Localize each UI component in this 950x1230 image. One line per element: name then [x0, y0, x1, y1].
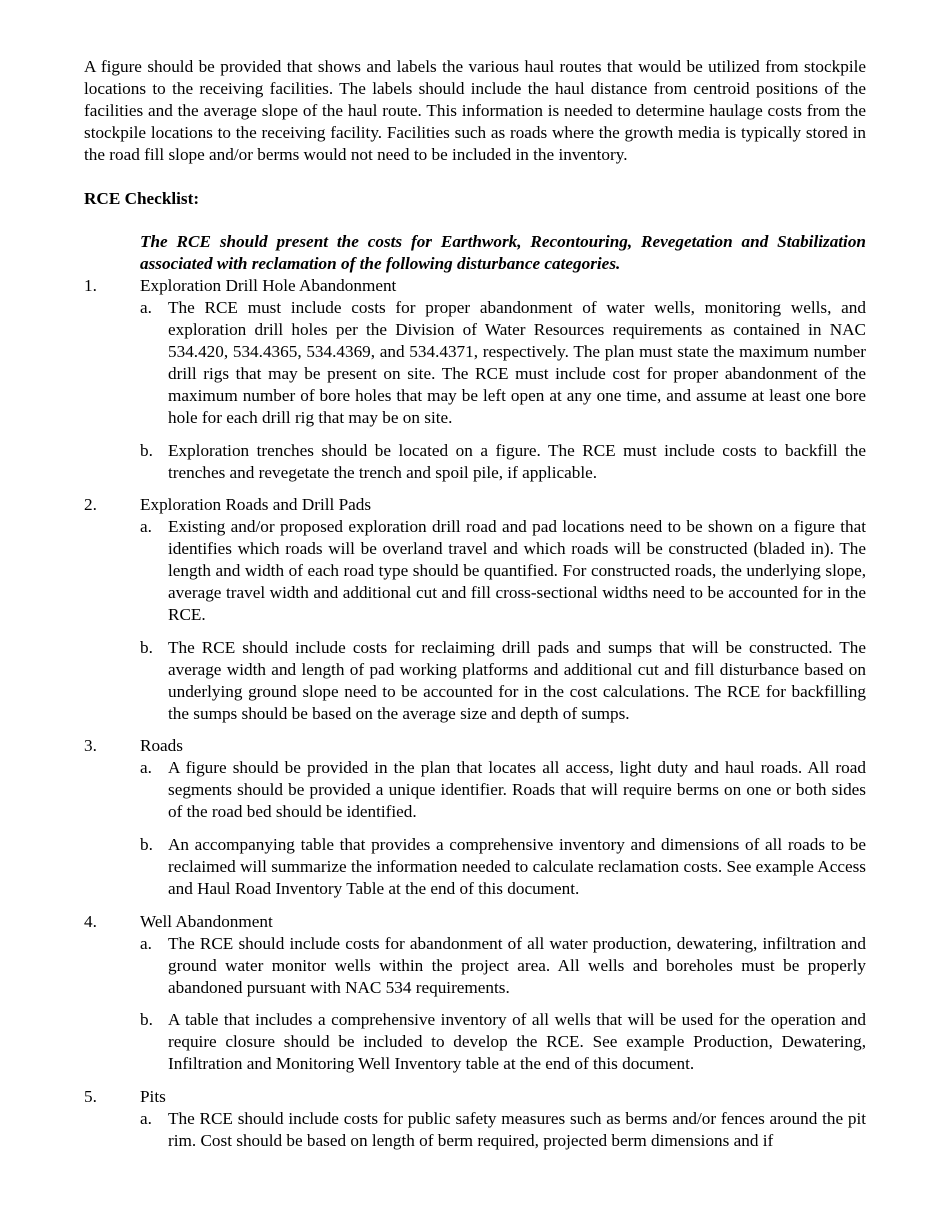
list-item	[84, 933, 866, 999]
item-letter: b.	[140, 1010, 153, 1030]
item-text: The RCE must include costs for proper abandonment of water wells, monitoring wells, and exploration drill holes per the Division of Water Resources requirements as contained in NAC 534.420, 534.4365, 534.4369, and 534.4371, respectively. The plan must state the maximum number drill rigs that may be present on site. The RCE must include cost for proper abandonment of the maximum number of bore holes that may be left open at any one time, and assume at least one bore hole for each drill rig that may be on site.	[168, 298, 866, 427]
item-letter: a.	[140, 758, 152, 778]
list-item	[84, 297, 866, 428]
list-item	[84, 516, 866, 626]
section-title	[84, 1086, 866, 1108]
section-title-text: Pits	[140, 1087, 166, 1107]
item-letter: b.	[140, 637, 153, 657]
intro-paragraph: A figure should be provided that shows and labels the various haul routes that would be utilized from stockpile locations to the receiving facilities. The labels should include the haul distance from centroid positions of the facilities and the average slope of the haul route. This information is needed to determine haulage costs from the stockpile locations to the receiving facility. Facilities such as roads where the growth media is typically stored in the road fill slope and/or berms would not need to be included in the inventory.	[84, 57, 866, 164]
item-text: Existing and/or proposed exploration drill road and pad locations need to be shown on a figure that identifies which roads will be overland travel and which roads will be constructed (bladed in). The length and width of each road type should be quantified. For constructed roads, the underlying slope, average travel width and additional cut and fill cross-sectional widths need to be accounted for in the RCE.	[168, 517, 866, 624]
section-number: 4.	[84, 911, 97, 931]
item-letter: b.	[140, 835, 153, 855]
list-item	[84, 637, 866, 725]
item-letter: a.	[140, 517, 152, 537]
item-letter: a.	[140, 298, 152, 318]
section-title	[84, 275, 866, 297]
section-title-text: Exploration Roads and Drill Pads	[140, 495, 372, 515]
section-number: 3.	[84, 736, 97, 756]
item-letter: b.	[140, 440, 153, 460]
item-text: A figure should be provided in the plan that locates all access, light duty and haul roads. All road segments should be provided a unique identifier. Roads that will require berms on one or both sides of the road bed should be identified.	[168, 758, 866, 822]
checklist-heading: RCE Checklist:	[84, 188, 200, 208]
section-title	[84, 911, 866, 933]
section-title-text: Well Abandonment	[140, 911, 273, 931]
checklist-subheading: The RCE should present the costs for Earthwork, Recontouring, Revegetation and Stabilization associated with reclamation of the following disturbance categories.	[140, 232, 866, 274]
list-item	[84, 834, 866, 900]
section-title-text: Exploration Drill Hole Abandonment	[140, 276, 397, 296]
section-number: 2.	[84, 495, 97, 515]
item-text: The RCE should include costs for abandonment of all water production, dewatering, infiltration and ground water monitor wells within the project area. All wells and boreholes must be properly abandoned pursuant with NAC 534 requirements.	[168, 933, 866, 997]
section-number: 5.	[84, 1087, 97, 1107]
item-text: The RCE should include costs for reclaiming drill pads and sumps that will be constructed. The average width and length of pad working platforms and additional cut and fill disturbance based on underlying ground slope need to be accounted for in the cost calculations. The RCE for backfilling the sumps should be based on the average size and depth of sumps.	[168, 637, 866, 723]
document-page	[84, 56, 866, 1163]
section-title-text: Roads	[140, 736, 183, 756]
item-text: Exploration trenches should be located on a figure. The RCE must include costs to backfill the trenches and revegetate the trench and spoil pile, if applicable.	[168, 440, 866, 482]
list-item	[84, 1108, 866, 1152]
item-text: A table that includes a comprehensive inventory of all wells that will be used for the operation and require closure should be included to develop the RCE. See example Production, Dewatering, Infiltration and Monitoring Well Inventory table at the end of this document.	[168, 1010, 866, 1074]
section-2	[84, 494, 866, 724]
item-text: The RCE should include costs for public safety measures such as berms and/or fences around the pit rim. Cost should be based on length of berm required, projected berm dimensions and if	[168, 1109, 866, 1150]
section-5	[84, 1086, 866, 1152]
section-title	[84, 494, 866, 516]
list-item	[84, 1009, 866, 1075]
item-text: An accompanying table that provides a comprehensive inventory and dimensions of all roads to be reclaimed will summarize the information needed to calculate reclamation costs. See example Access and Haul Road Inventory Table at the end of this document.	[168, 835, 866, 898]
section-3	[84, 735, 866, 899]
item-letter: a.	[140, 933, 152, 953]
section-number: 1.	[84, 276, 97, 296]
section-title	[84, 735, 866, 757]
section-4	[84, 911, 866, 1075]
section-1	[84, 275, 866, 483]
list-item	[84, 757, 866, 823]
list-item	[84, 440, 866, 484]
item-letter: a.	[140, 1109, 152, 1129]
